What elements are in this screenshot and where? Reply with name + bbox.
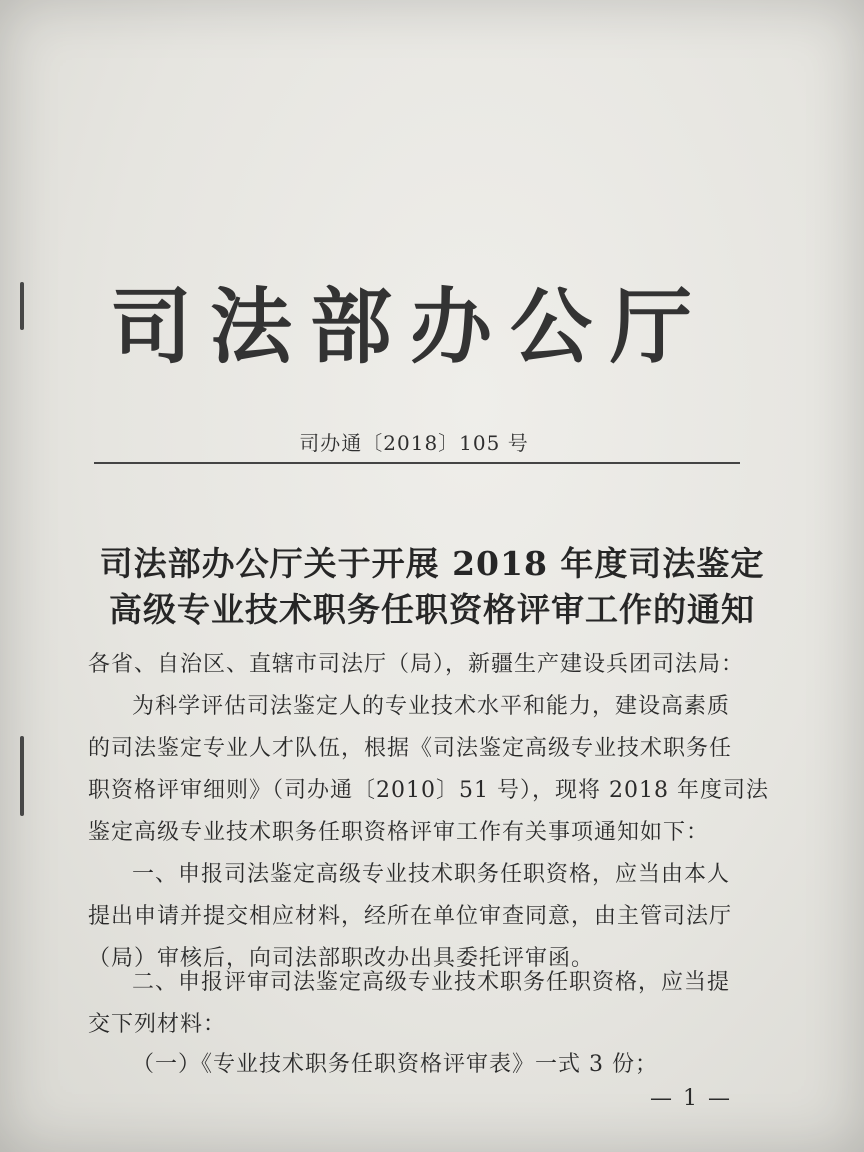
paragraph-subitem-1 — [88, 1044, 778, 1086]
notice-title-line-1: 司法部办公厅关于开展 2018 年度司法鉴定 — [99, 544, 765, 583]
paragraph-line: 一、申报司法鉴定高级专业技术职务任职资格，应当由本人 — [132, 862, 731, 887]
addressee-line: 各省、自治区、直辖市司法厅（局），新疆生产建设兵团司法局： — [88, 652, 745, 677]
paragraph-item-2 — [88, 962, 778, 1046]
notice-title-line-2: 高级专业技术职务任职资格评审工作的通知 — [109, 590, 755, 629]
paragraph-line: 的司法鉴定专业人才队伍，根据《司法鉴定高级专业技术职务任 — [88, 736, 733, 761]
paragraph-line: 鉴定高级专业技术职务任职资格评审工作有关事项通知如下： — [88, 820, 710, 845]
staple-mark-bottom — [20, 736, 24, 816]
paragraph-line: 交下列材料： — [88, 1012, 227, 1037]
paragraph-line: （局）审核后，向司法部职改办出具委托评审函。 — [88, 946, 595, 971]
paragraph-line: 为科学评估司法鉴定人的专业技术水平和能力，建设高素质 — [132, 694, 731, 719]
paragraph-line: 二、申报评审司法鉴定高级专业技术职务任职资格，应当提 — [132, 970, 731, 995]
letterhead-title: 司法部办公厅 — [109, 280, 710, 375]
header-divider-line — [94, 462, 740, 464]
document-number: 司办通〔2018〕105 号 — [299, 431, 529, 455]
addressee — [88, 644, 778, 686]
paragraph-intro — [88, 686, 778, 854]
paragraph-line: 提出申请并提交相应材料，经所在单位审查同意，由主管司法厅 — [88, 904, 733, 929]
paragraph-line: （一）《专业技术职务任职资格评审表》一式 3 份； — [132, 1052, 658, 1077]
page-number: — 1 — — [650, 1086, 732, 1111]
paragraph-line: 职资格评审细则》（司办通〔2010〕51 号），现将 2018 年度司法 — [88, 778, 769, 803]
